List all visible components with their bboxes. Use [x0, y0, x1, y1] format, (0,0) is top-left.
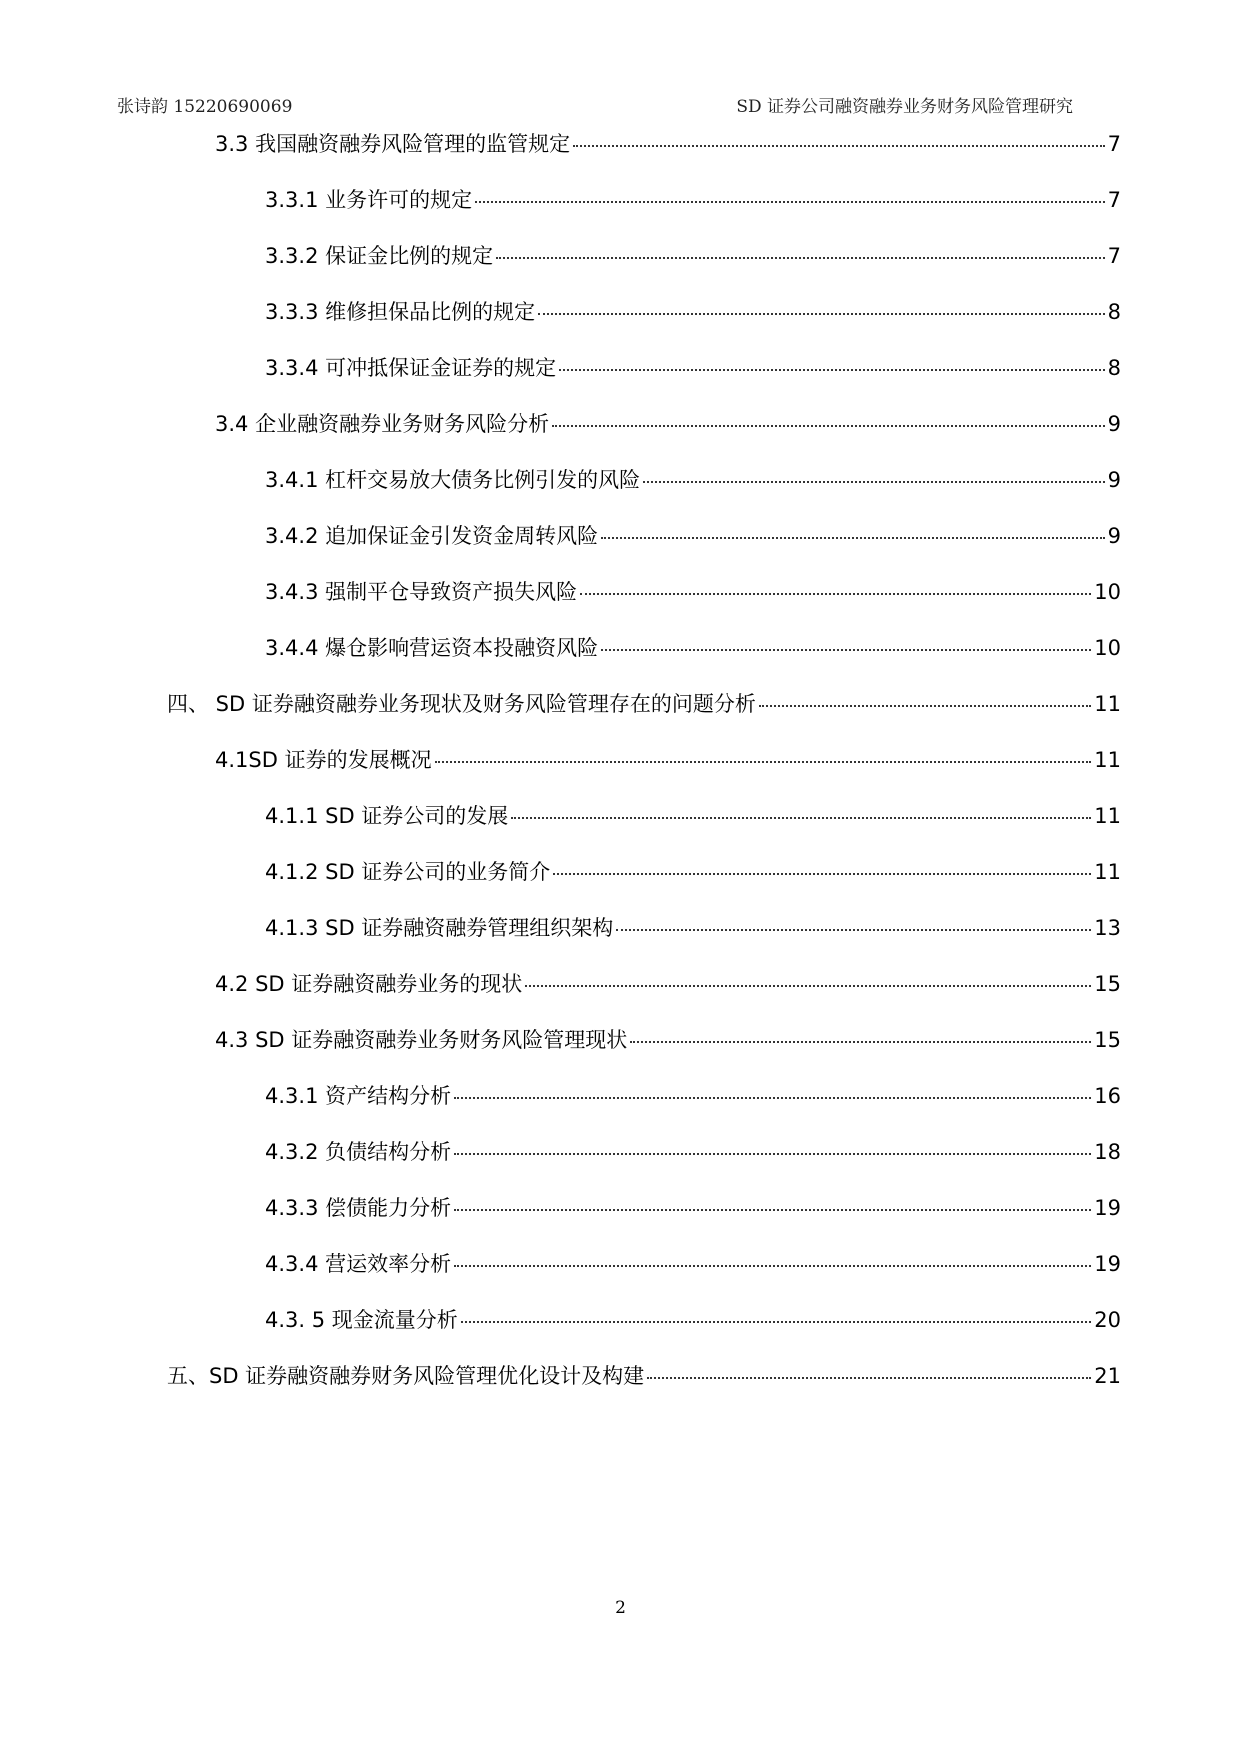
- toc-entry[interactable]: [215, 410, 1121, 438]
- toc-entry-page: 19: [1094, 1252, 1121, 1276]
- toc-dot-leader: [559, 369, 1105, 371]
- toc-entry-page: 18: [1094, 1140, 1121, 1164]
- toc-entry-label: 4.3 SD 证券融资融券业务财务风险管理现状: [215, 1028, 628, 1052]
- toc-entry[interactable]: [265, 522, 1121, 550]
- toc-entry-label: 4.2 SD 证券融资融券业务的现状: [215, 972, 523, 996]
- toc-entry-page: 21: [1094, 1364, 1121, 1388]
- toc-entry[interactable]: [265, 1082, 1121, 1110]
- toc-entry[interactable]: [265, 914, 1121, 942]
- toc-entry-label: 4.3.2 负债结构分析: [265, 1140, 452, 1164]
- toc-dot-leader: [552, 425, 1105, 427]
- toc-entry-page: 9: [1107, 412, 1121, 436]
- toc-entry-label: 4.1.3 SD 证券融资融券管理组织架构: [265, 916, 614, 940]
- toc-entry-label: 3.4.2 追加保证金引发资金周转风险: [265, 524, 599, 548]
- toc-dot-leader: [454, 1265, 1091, 1267]
- running-header-author: 张诗韵 15220690069: [117, 97, 293, 117]
- toc-dot-leader: [601, 537, 1105, 539]
- toc-dot-leader: [461, 1321, 1091, 1323]
- toc-dot-leader: [538, 313, 1105, 315]
- toc-entry-page: 20: [1094, 1308, 1121, 1332]
- toc-entry-label: 3.3.2 保证金比例的规定: [265, 244, 494, 268]
- toc-dot-leader: [759, 705, 1091, 707]
- toc-entry-label: 四、 SD 证券融资融券业务现状及财务风险管理存在的问题分析: [167, 692, 756, 716]
- toc-entry-page: 11: [1094, 748, 1121, 772]
- toc-entry[interactable]: [167, 1362, 1121, 1390]
- toc-entry[interactable]: [265, 578, 1121, 606]
- toc-entry-label: 4.1.1 SD 证券公司的发展: [265, 804, 509, 828]
- toc-entry-label: 五、SD 证券融资融券财务风险管理优化设计及构建: [167, 1364, 645, 1388]
- toc-dot-leader: [496, 257, 1105, 259]
- page-number: 2: [615, 1598, 626, 1618]
- toc-entry-page: 19: [1094, 1196, 1121, 1220]
- toc-entry[interactable]: [265, 186, 1121, 214]
- toc-entry[interactable]: [167, 690, 1121, 718]
- toc-entry-label: 3.3 我国融资融券风险管理的监管规定: [215, 132, 571, 156]
- toc-entry-page: 10: [1094, 580, 1121, 604]
- toc-dot-leader: [435, 761, 1092, 763]
- toc-dot-leader: [454, 1153, 1091, 1155]
- toc-entry[interactable]: [265, 1194, 1121, 1222]
- toc-entry-page: 11: [1094, 692, 1121, 716]
- toc-dot-leader: [643, 481, 1105, 483]
- toc-entry-page: 7: [1107, 244, 1121, 268]
- toc-entry-label: 3.4.3 强制平仓导致资产损失风险: [265, 580, 578, 604]
- toc-entry[interactable]: [265, 466, 1121, 494]
- toc-entry[interactable]: [265, 634, 1121, 662]
- toc-entry-page: 15: [1094, 1028, 1121, 1052]
- toc-entry-page: 7: [1107, 188, 1121, 212]
- toc-entry-label: 4.3.4 营运效率分析: [265, 1252, 452, 1276]
- toc-entry-page: 9: [1107, 468, 1121, 492]
- toc-entry-label: 4.3.1 资产结构分析: [265, 1084, 452, 1108]
- toc-entry[interactable]: [215, 1026, 1121, 1054]
- toc-entry-label: 3.3.1 业务许可的规定: [265, 188, 473, 212]
- toc-entry-label: 3.4 企业融资融券业务财务风险分析: [215, 412, 550, 436]
- toc-dot-leader: [511, 817, 1091, 819]
- toc-dot-leader: [454, 1097, 1091, 1099]
- toc-entry-label: 4.3.3 偿债能力分析: [265, 1196, 452, 1220]
- toc-entry-page: 7: [1107, 132, 1121, 156]
- toc-dot-leader: [573, 145, 1105, 147]
- toc-dot-leader: [580, 593, 1091, 595]
- toc-entry-page: 10: [1094, 636, 1121, 660]
- toc-entry[interactable]: [265, 802, 1121, 830]
- toc-dot-leader: [630, 1041, 1091, 1043]
- toc-dot-leader: [454, 1209, 1091, 1211]
- toc-entry-page: 9: [1107, 524, 1121, 548]
- toc-entry-label: 3.3.4 可冲抵保证金证券的规定: [265, 356, 557, 380]
- toc-dot-leader: [525, 985, 1091, 987]
- toc-entry[interactable]: [265, 1306, 1121, 1334]
- toc-entry[interactable]: [265, 1138, 1121, 1166]
- toc-entry-label: 4.1.2 SD 证券公司的业务简介: [265, 860, 551, 884]
- toc-entry-label: 3.3.3 维修担保品比例的规定: [265, 300, 536, 324]
- toc-entry-page: 16: [1094, 1084, 1121, 1108]
- toc-entry[interactable]: [215, 746, 1121, 774]
- toc-entry[interactable]: [265, 858, 1121, 886]
- toc-entry-page: 15: [1094, 972, 1121, 996]
- toc-entry-page: 13: [1094, 916, 1121, 940]
- toc-entry-label: 4.3. 5 现金流量分析: [265, 1308, 458, 1332]
- toc-entry[interactable]: [265, 242, 1121, 270]
- running-header-title: SD 证券公司融资融券业务财务风险管理研究: [736, 97, 1073, 117]
- toc-entry-page: 8: [1107, 300, 1121, 324]
- toc-entry-page: 11: [1094, 804, 1121, 828]
- toc-entry[interactable]: [215, 130, 1121, 158]
- toc-entry-label: 3.4.4 爆仓影响营运资本投融资风险: [265, 636, 599, 660]
- toc-entry[interactable]: [265, 1250, 1121, 1278]
- toc-entry[interactable]: [265, 354, 1121, 382]
- toc-dot-leader: [616, 929, 1091, 931]
- toc-dot-leader: [647, 1377, 1091, 1379]
- toc-entry-page: 8: [1107, 356, 1121, 380]
- toc-entry-page: 11: [1094, 860, 1121, 884]
- toc-dot-leader: [553, 873, 1091, 875]
- toc-entry[interactable]: [265, 298, 1121, 326]
- toc-dot-leader: [475, 201, 1105, 203]
- toc-dot-leader: [601, 649, 1091, 651]
- toc-entry-label: 3.4.1 杠杆交易放大债务比例引发的风险: [265, 468, 641, 492]
- toc-entry[interactable]: [215, 970, 1121, 998]
- toc-entry-label: 4.1SD 证券的发展概况: [215, 748, 432, 772]
